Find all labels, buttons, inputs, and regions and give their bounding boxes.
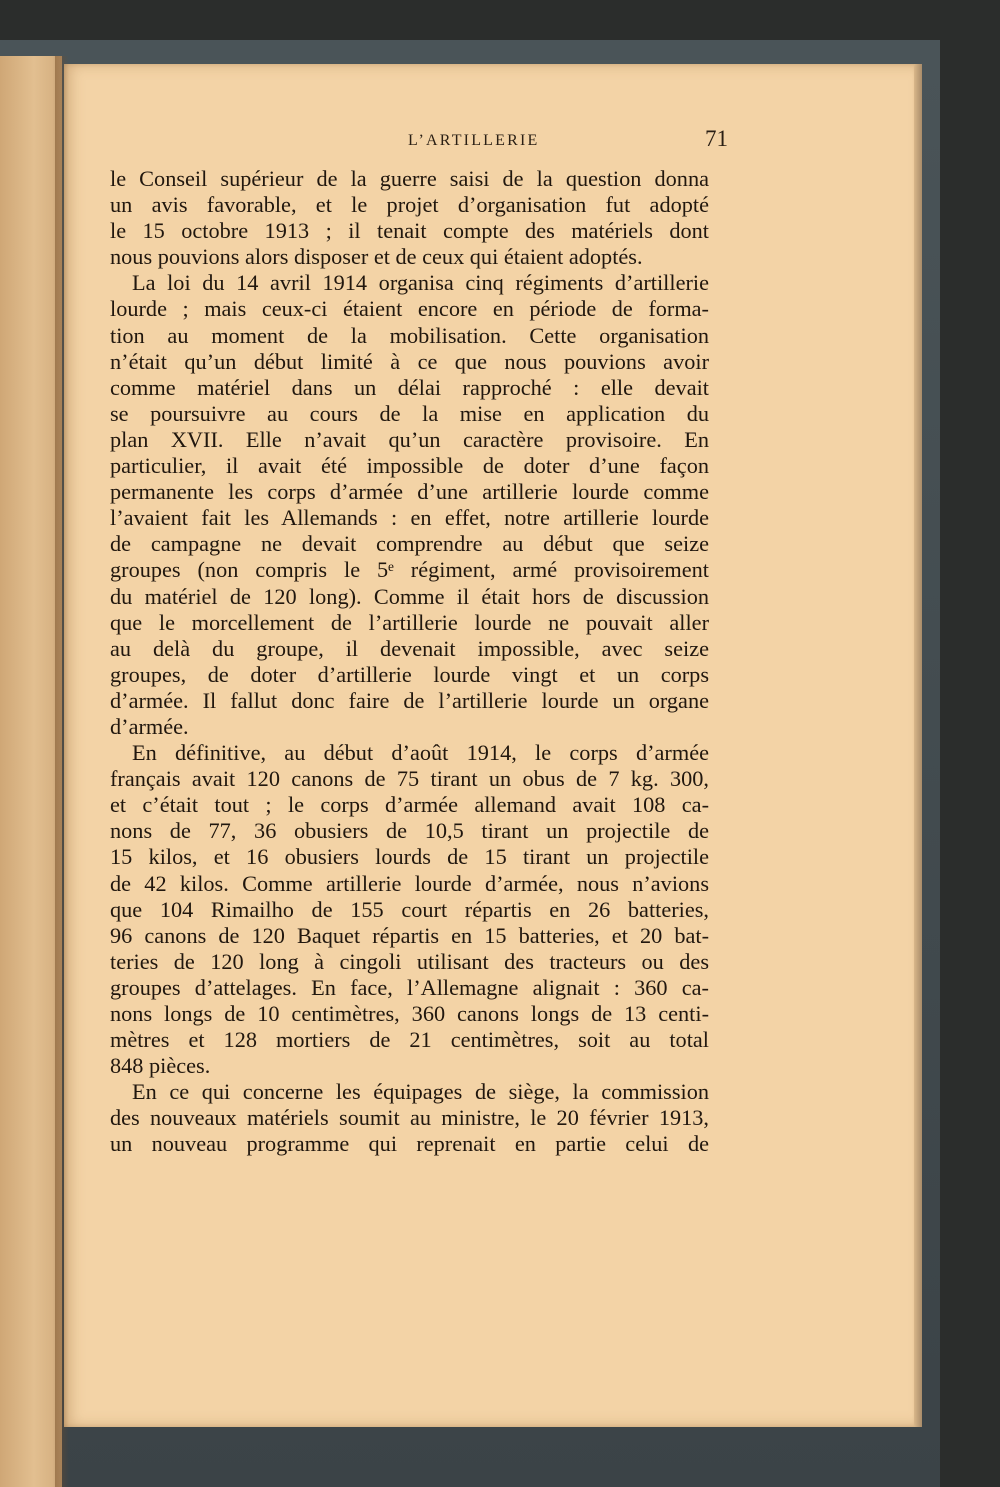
text-line: un avis favorable, et le projet d’organisation fut adopté [110,192,709,218]
text-line: teries de 120 long à cingoli utilisant des tracteurs ou des [110,948,709,974]
paragraph-3 [110,740,709,1079]
text-line: plan XVII. Elle n’avait qu’un caractère provisoire. En [110,426,709,452]
text-line: des nouveaux matériels soumit au ministre, le 20 février 1913, [110,1105,709,1131]
paragraph-4 [110,1079,709,1157]
paragraph-1 [110,166,709,270]
body-text [110,166,709,1158]
text-line: En ce qui concerne les équipages de siège, la commission [132,1079,709,1105]
text-line: de campagne ne devait comprendre au début que seize [110,531,709,557]
text-line: particulier, il avait été impossible de doter d’une façon [110,453,709,479]
text-line: La loi du 14 avril 1914 organisa cinq régiments d’artillerie [132,270,709,296]
text-line: que le morcellement de l’artillerie lourde ne pouvait aller [110,609,709,635]
text-line: se poursuivre au cours de la mise en application du [110,400,709,426]
text-line: permanente les corps d’armée d’une artillerie lourde comme [110,479,709,505]
text-line: nons de 77, 36 obusiers de 10,5 tirant un projectile de [110,818,709,844]
text-line: du matériel de 120 long). Comme il était hors de discussion [110,583,709,609]
text-line: l’avaient fait les Allemands : en effet, notre artillerie lourde [110,505,709,531]
running-header [110,126,750,156]
text-line: n’était qu’un début limité à ce que nous pouvions avoir [110,348,709,374]
text-line: nous pouvions alors disposer et de ceux qui étaient adoptés. [110,244,643,270]
text-line: d’armée. [110,713,189,739]
text-line: tion au moment de la mobilisation. Cette organisation [110,322,709,348]
text-line: 96 canons de 120 Baquet répartis en 15 batteries, et 20 bat- [110,922,709,948]
text-line: groupes (non compris le 5ᵉ régiment, armé provisoirement [110,557,709,583]
text-line: au delà du groupe, il devenait impossible, avec seize [110,635,709,661]
text-line: que 104 Rimailho de 155 court répartis en 26 batteries, [110,896,709,922]
page-fore-edge [914,64,922,1427]
text-line: un nouveau programme qui reprenait en partie celui de [110,1131,709,1157]
text-line: le 15 octobre 1913 ; il tenait compte des matériels dont [110,218,709,244]
paragraph-2 [110,270,709,740]
text-line: français avait 120 canons de 75 tirant un obus de 7 kg. 300, [110,766,709,792]
text-line: et c’était tout ; le corps d’armée allemand avait 108 ca- [110,792,709,818]
text-line: comme matériel dans un délai rapproché : elle devait [110,374,709,400]
text-line: le Conseil supérieur de la guerre saisi de la question donna [110,166,709,191]
text-line: lourde ; mais ceux-ci étaient encore en période de forma- [110,296,709,322]
text-line: de 42 kilos. Comme artillerie lourde d’armée, nous n’avions [110,870,709,896]
page-number: 71 [705,126,728,151]
page-gutter [55,56,69,1487]
text-line: d’armée. Il fallut donc faire de l’artillerie lourde un organe [110,687,709,713]
running-title: L’ARTILLERIE [408,132,540,149]
text-line: nons longs de 10 centimètres, 360 canons longs de 13 centi- [110,1001,709,1026]
text-line: 15 kilos, et 16 obusiers lourds de 15 tirant un projectile [110,844,709,870]
text-line: groupes, de doter d’artillerie lourde vingt et un corps [110,661,709,687]
left-page-edge [0,56,62,1487]
text-line: En définitive, au début d’août 1914, le corps d’armée [132,740,709,766]
text-line: mètres et 128 mortiers de 21 centimètres, soit au total [110,1027,709,1053]
text-line: groupes d’attelages. En face, l’Allemagne alignait : 360 ca- [110,974,709,1000]
text-line: 848 pièces. [110,1053,211,1079]
